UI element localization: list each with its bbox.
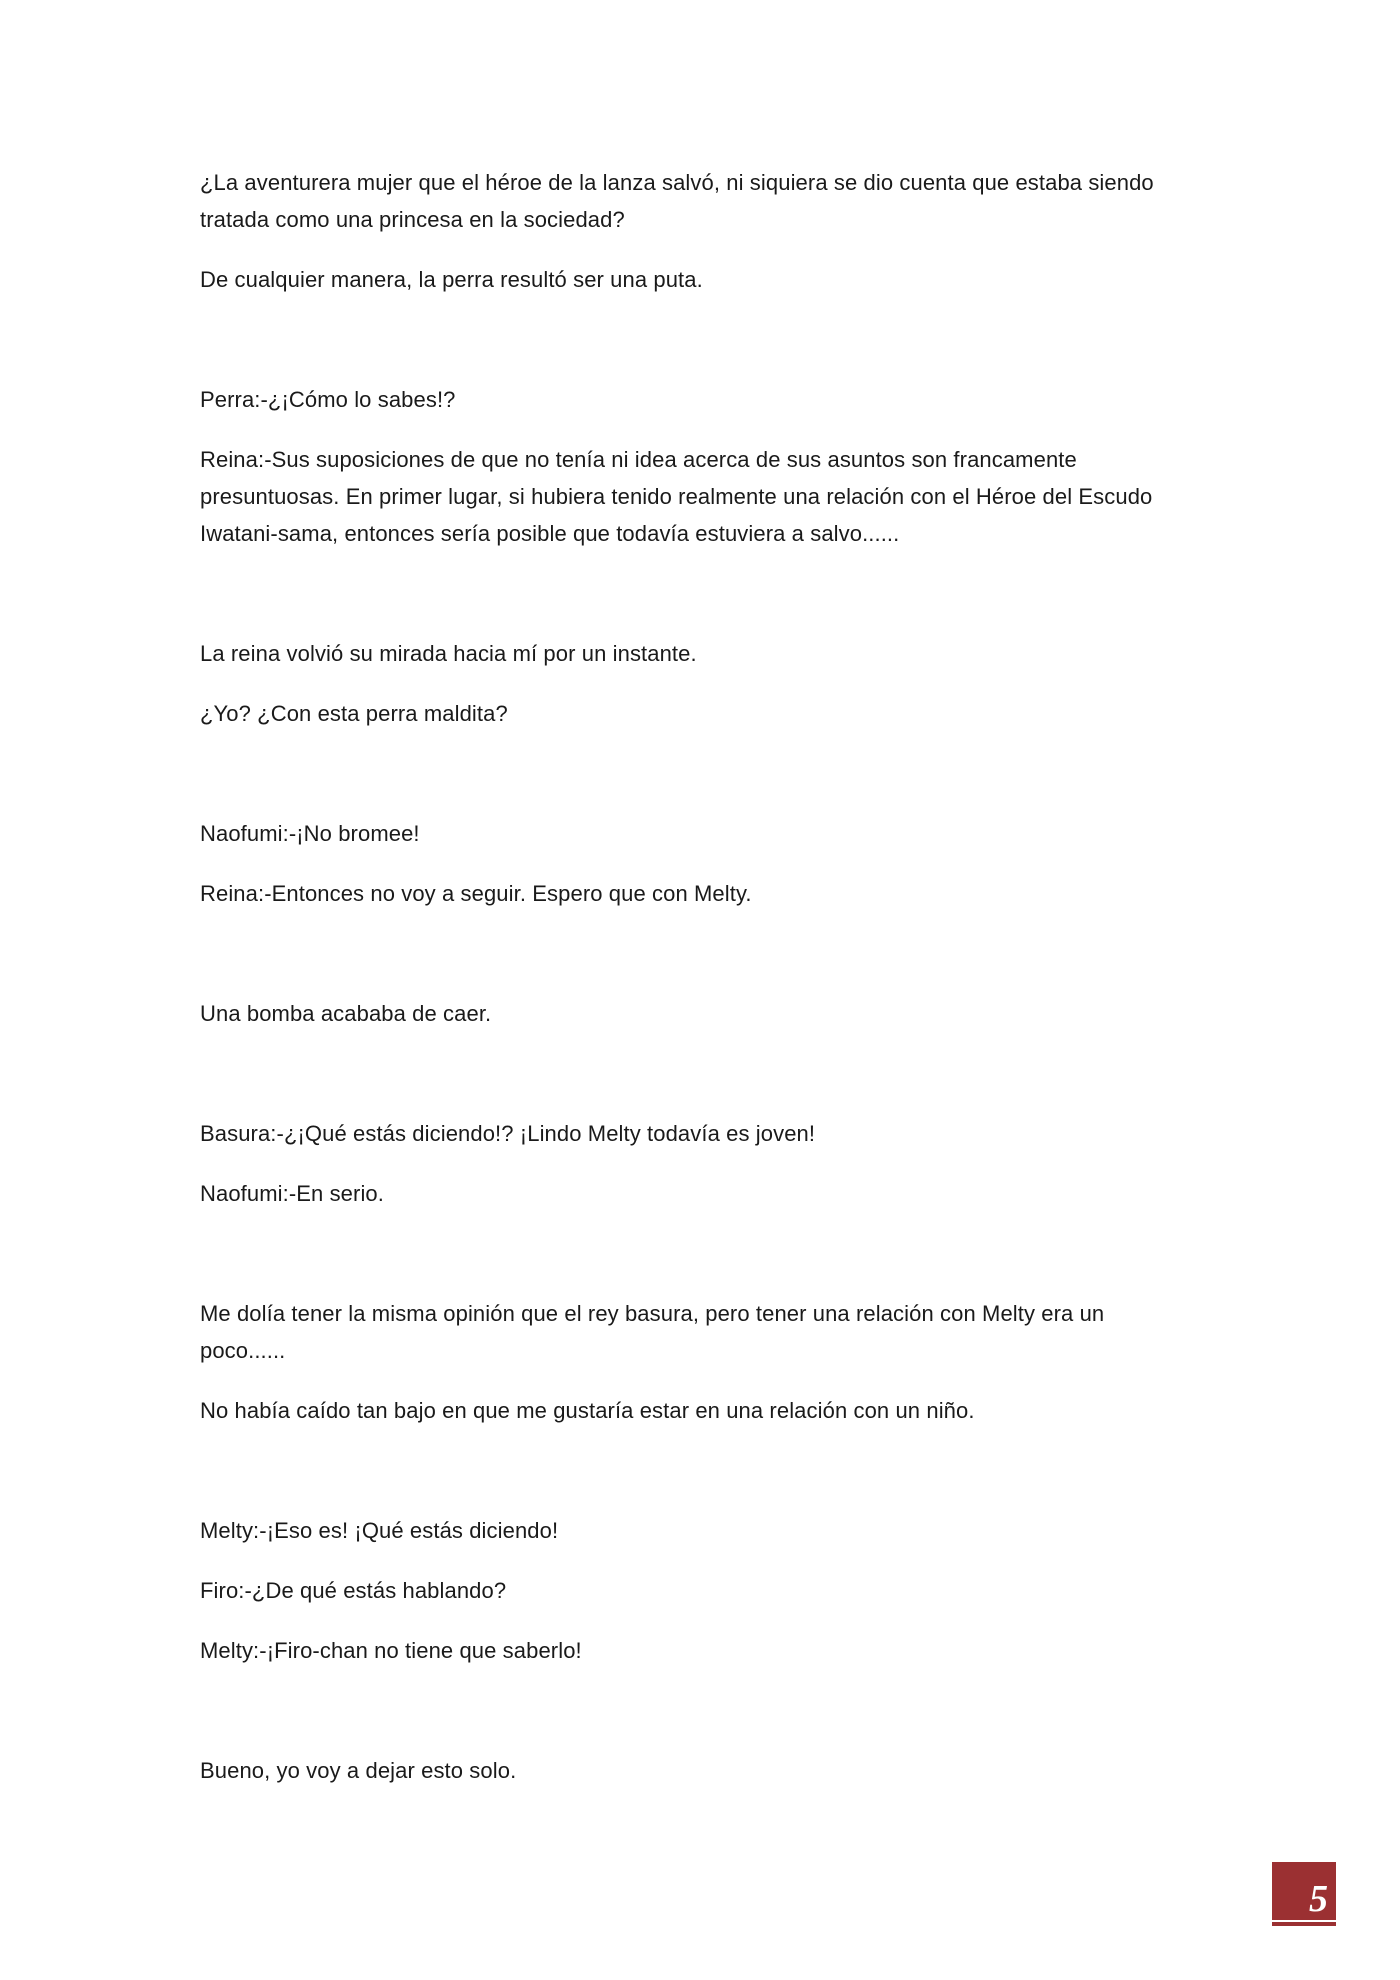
- body-text: [200, 164, 1190, 1789]
- paragraph: ¿Yo? ¿Con esta perra maldita?: [200, 701, 508, 726]
- paragraph: La reina volvió su mirada hacia mí por un instante.: [200, 641, 697, 666]
- dialogue-line: Firo:-¿De qué estás hablando?: [200, 1578, 507, 1603]
- dialogue-line: Perra:-¿¡Cómo lo sabes!?: [200, 387, 456, 412]
- page-number: 5: [1309, 1878, 1328, 1920]
- dialogue-line: Naofumi:-¡No bromee!: [200, 821, 420, 846]
- dialogue-line: Naofumi:-En serio.: [200, 1181, 384, 1206]
- paragraph: Bueno, yo voy a dejar esto solo.: [200, 1758, 517, 1783]
- paragraph: No había caído tan bajo en que me gustaría estar en una relación con un niño.: [200, 1398, 975, 1423]
- dialogue-line: Melty:-¡Firo-chan no tiene que saberlo!: [200, 1638, 582, 1663]
- dialogue-line: Basura:-¿¡Qué estás diciendo!? ¡Lindo Melty todavía es joven!: [200, 1121, 816, 1146]
- page-number-badge: [1272, 1862, 1336, 1926]
- dialogue-line: Reina:-Sus suposiciones de que no tenía ni idea acerca de sus asuntos son francamente presuntuosas. En primer lugar, si hubiera tenido realmente una relación con el Héroe del Escudo Iwatani-sama, entonces sería posible que todavía estuviera a salvo......: [200, 447, 1153, 546]
- paragraph: De cualquier manera, la perra resultó ser una puta.: [200, 267, 703, 292]
- paragraph: Me dolía tener la misma opinión que el rey basura, pero tener una relación con Melty era un poco......: [200, 1301, 1105, 1363]
- paragraph: ¿La aventurera mujer que el héroe de la lanza salvó, ni siquiera se dio cuenta que estaba siendo tratada como una princesa en la sociedad?: [200, 170, 1154, 232]
- paragraph: Una bomba acababa de caer.: [200, 1001, 492, 1026]
- dialogue-line: Reina:-Entonces no voy a seguir. Espero que con Melty.: [200, 881, 752, 906]
- dialogue-line: Melty:-¡Eso es! ¡Qué estás diciendo!: [200, 1518, 559, 1543]
- page-number-underline: [1272, 1920, 1336, 1922]
